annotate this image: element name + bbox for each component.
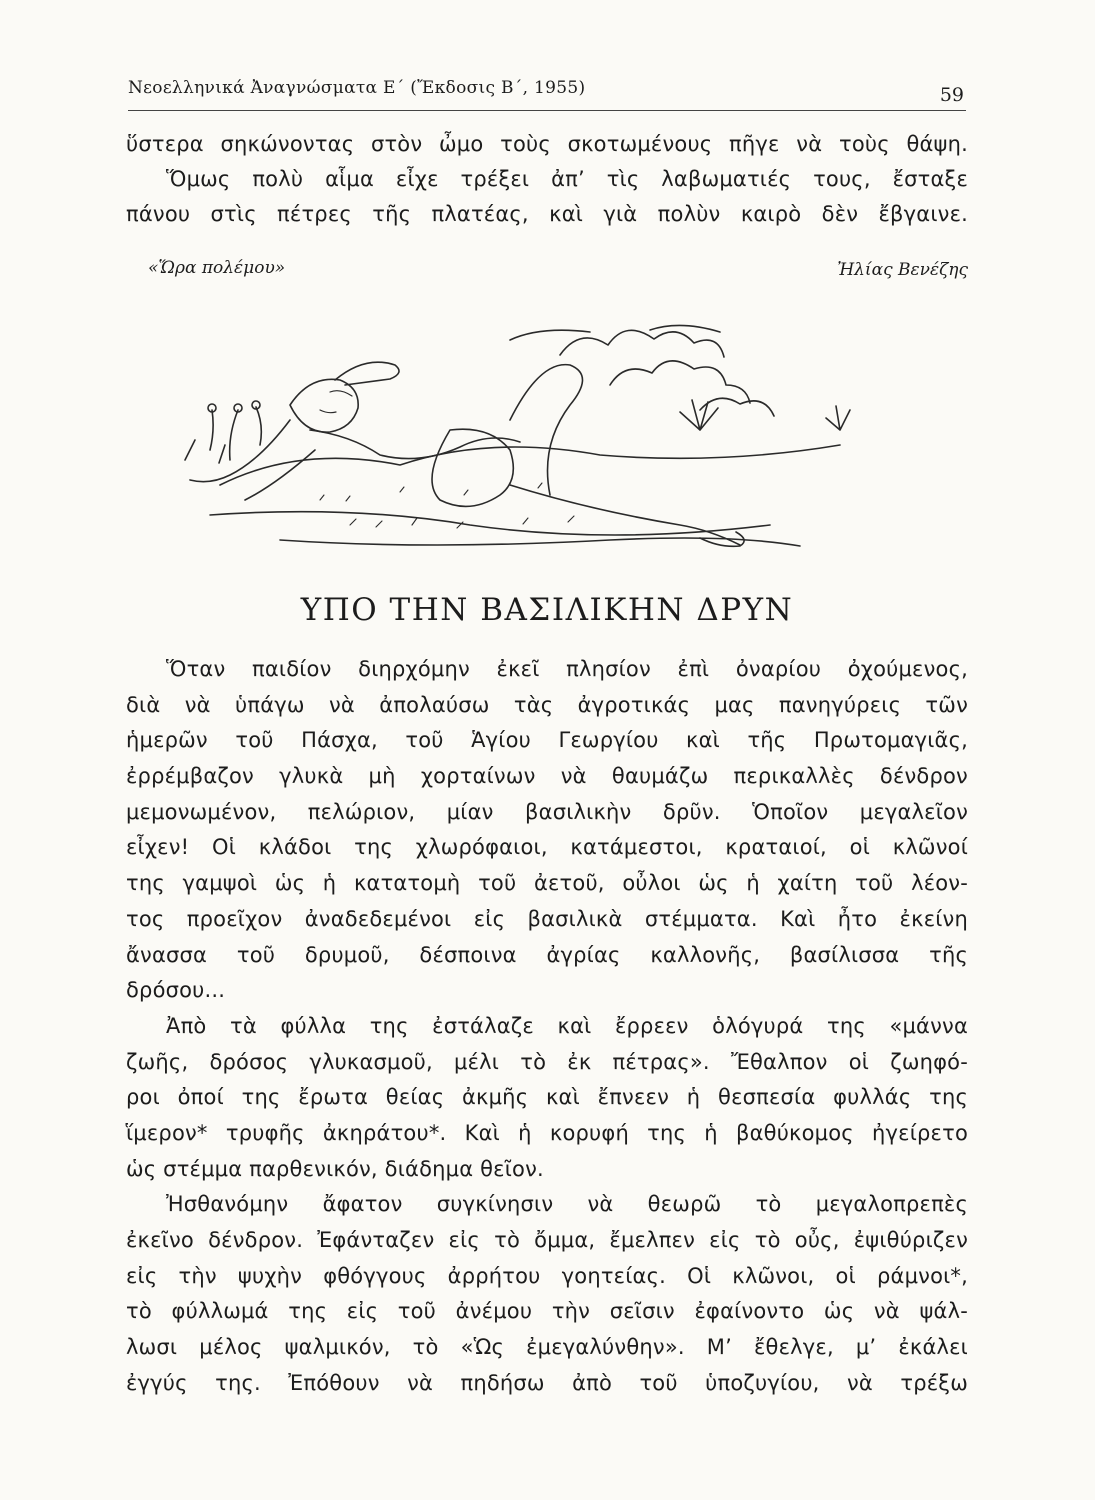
section-title: ΥΠΟ ΤΗΝ ΒΑΣΙΛΙΚΗΝ ΔΡΥΝ: [300, 592, 794, 628]
text-line: ἐκεῖνο δένδρον. Ἐφάνταζεν εἰς τὸ ὄμμα, ἔμελπεν εἰς τὸ οὖς, ἐψιθύριζεν: [126, 1228, 968, 1252]
body-text: [126, 652, 968, 1401]
reclining-boy-figure: [190, 362, 744, 546]
text-line: Ἀπὸ τὰ φύλλα της ἐστάλαζε καὶ ἔρρεεν ὁλόγυρά της «μάννα: [166, 1013, 968, 1038]
text-line: διὰ νὰ ὑπάγω νὰ ἀπολαύσω τὰς ἀγροτικάς μας πανηγύρεις τῶν: [126, 692, 968, 717]
source-author: Ἠλίας Βενέζης: [837, 260, 968, 280]
text-line: της γαμψοὶ ὡς ἡ κατατομὴ τοῦ ἀετοῦ, οὖλοι ὡς ἡ χαίτη τοῦ λέον-: [126, 871, 968, 896]
text-line: ζωῆς, δρόσος γλυκασμοῦ, μέλι τὸ ἐκ πέτρας». Ἔθαλπον οἱ ζωηφό-: [126, 1049, 968, 1074]
text-line: πάνου στὶς πέτρες τῆς πλατέας, καὶ γιὰ πολὺν καιρὸ δὲν ἔβγαινε.: [126, 202, 968, 226]
text-line: ροι ὀποί της ἔρωτα θείας ἀκμῆς καὶ ἔπνεεν ἡ θεσπεσία φυλλάς της: [126, 1085, 968, 1110]
cloud-shapes: [510, 325, 774, 416]
poem-excerpt: [126, 127, 968, 232]
wildflowers: [185, 400, 850, 463]
text-line: ἐγγύς της. Ἐπόθουν νὰ πηδήσω ἀπὸ τοῦ ὑποζυγίου, νὰ τρέξω: [126, 1370, 968, 1395]
source-work: «Ὥρα πολέμου»: [148, 258, 286, 278]
header-title: Νεοελληνικά Ἀναγνώσματα Ε΄ (Ἔκδοσις Β΄, 1955): [128, 78, 586, 98]
text-line: ὡς στέμμα παρθενικόν, διάδημα θεῖον.: [126, 1156, 544, 1181]
text-line: τὸ φύλλωμά της εἰς τοῦ ἀνέμου τὴν σεῖσιν ἐφαίνοντο ὡς νὰ ψάλ-: [126, 1299, 968, 1324]
reclining-boy-illustration: [180, 310, 900, 575]
attribution: [148, 254, 968, 284]
text-line: ἡμερῶν τοῦ Πάσχα, τοῦ Ἁγίου Γεωργίου καὶ τῆς Πρωτομαγιᾶς,: [126, 728, 968, 753]
running-header: [128, 70, 966, 111]
page-number: 59: [939, 84, 964, 106]
text-line: Ἠσθανόμην ἄφατον συγκίνησιν νὰ θεωρῶ τὸ μεγαλοπρεπὲς: [166, 1192, 968, 1217]
text-line: ἵμερον* τρυφῆς ἀκηράτου*. Καὶ ἡ κορυφή της ἡ βαθύκομος ἠγείρετο: [126, 1120, 968, 1145]
text-line: τος προεῖχον ἀναδεδεμένοι εἰς βασιλικὰ στέμματα. Καὶ ἦτο ἐκείνη: [126, 906, 968, 931]
text-line: εἰς τὴν ψυχὴν φθόγγους ἀρρήτου γοητείας. Οἱ κλῶνοι, οἱ ράμνοι*,: [126, 1263, 968, 1288]
text-line: λωσι μέλος ψαλμικόν, τὸ «Ὡς ἐμεγαλύνθην». Μ’ ἔθελγε, μ’ ἐκάλει: [126, 1335, 968, 1360]
text-line: ἄνασσα τοῦ δρυμοῦ, δέσποινα ἀγρίας καλλονῆς, βασίλισσα τῆς: [126, 942, 968, 967]
text-line: ἐρρέμβαζον γλυκὰ μὴ χορταίνων νὰ θαυμάζω περικαλλὲς δένδρον: [126, 764, 968, 789]
text-line: μεμονωμένον, πελώριον, μίαν βασιλικὴν δρῦν. Ὁποῖον μεγαλεῖον: [126, 799, 968, 824]
text-line: Ὅταν παιδίον διηρχόμην ἐκεῖ πλησίον ἐπὶ ὀναρίου ὀχούμενος,: [166, 657, 968, 681]
grassy-ground: [210, 445, 840, 546]
text-line: δρόσου...: [126, 978, 226, 1003]
text-line: εἶχεν! Οἱ κλάδοι της χλωρόφαιοι, κατάμεστοι, κραταιοί, οἱ κλῶνοί: [126, 835, 968, 860]
text-line: ὕστερα σηκώνοντας στὸν ὦμο τοὺς σκοτωμένους πῆγε νὰ τοὺς θάψη.: [126, 132, 968, 156]
text-line: Ὅμως πολὺ αἷμα εἶχε τρέξει ἀπ’ τὶς λαβωματιές τους, ἔσταξε: [166, 167, 968, 191]
